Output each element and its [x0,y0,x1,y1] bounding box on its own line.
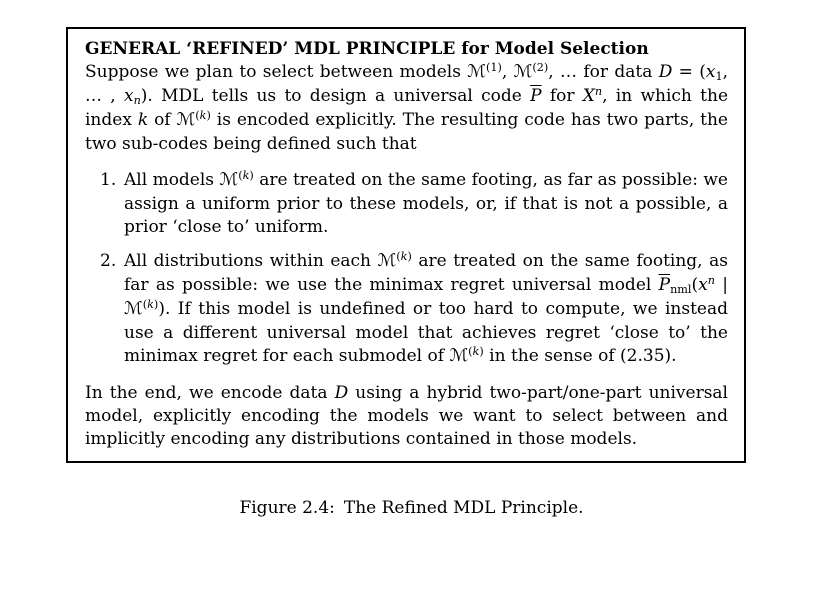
list-item-1 [85,169,728,239]
list-item-2 [85,250,728,369]
closing-paragraph: In the end, we encode data D using a hybrid two-part/one-part universal model, explicitly encoding the models we want to select between and implicitly encoding any distributions contained in those models. [85,383,728,449]
caption-label: Figure 2.4: [239,498,335,518]
item-number-2: 2. [100,251,117,271]
figure-box [66,27,746,463]
item-number-1: 1. [100,170,117,190]
caption-text: The Refined MDL Principle. [343,498,584,518]
intro-paragraph: Suppose we plan to select between models ℳ$^{(1)}$, ℳ$^{(2)}$, … for data D = (x1, … , xn). MDL tells us to design a universal code $\overline{P}$ for $X^n$, in which the index k of ℳ$^{(k)}$ is encoded explicitly. The resulting code has two parts, the two sub-codes being defined such that [85,60,729,154]
figure-title: GENERAL ‘REFINED’ MDL PRINCIPLE for Model Selection [85,39,649,59]
figure-caption [0,497,823,519]
item-text-1: All models ℳ$^{(k)}$ are treated on the same footing, as far as possible: we assign a uniform prior to these models, or, if that is not a possible, a prior ‘close to’ uniform. [124,168,728,237]
item-text-2: All distributions within each ℳ$^{(k)}$ are treated on the same footing, as far as possible: we use the minimax regret universal model $\overline{P}nml(x^n$ | ℳ$^{(k)}$). If this model is undefined or too hard to compute, we instead use a different universal model that achieves regret ‘close to’ the minimax regret for each submodel of ℳ$^{(k)}$ in the sense of (2.35). [124,249,728,366]
